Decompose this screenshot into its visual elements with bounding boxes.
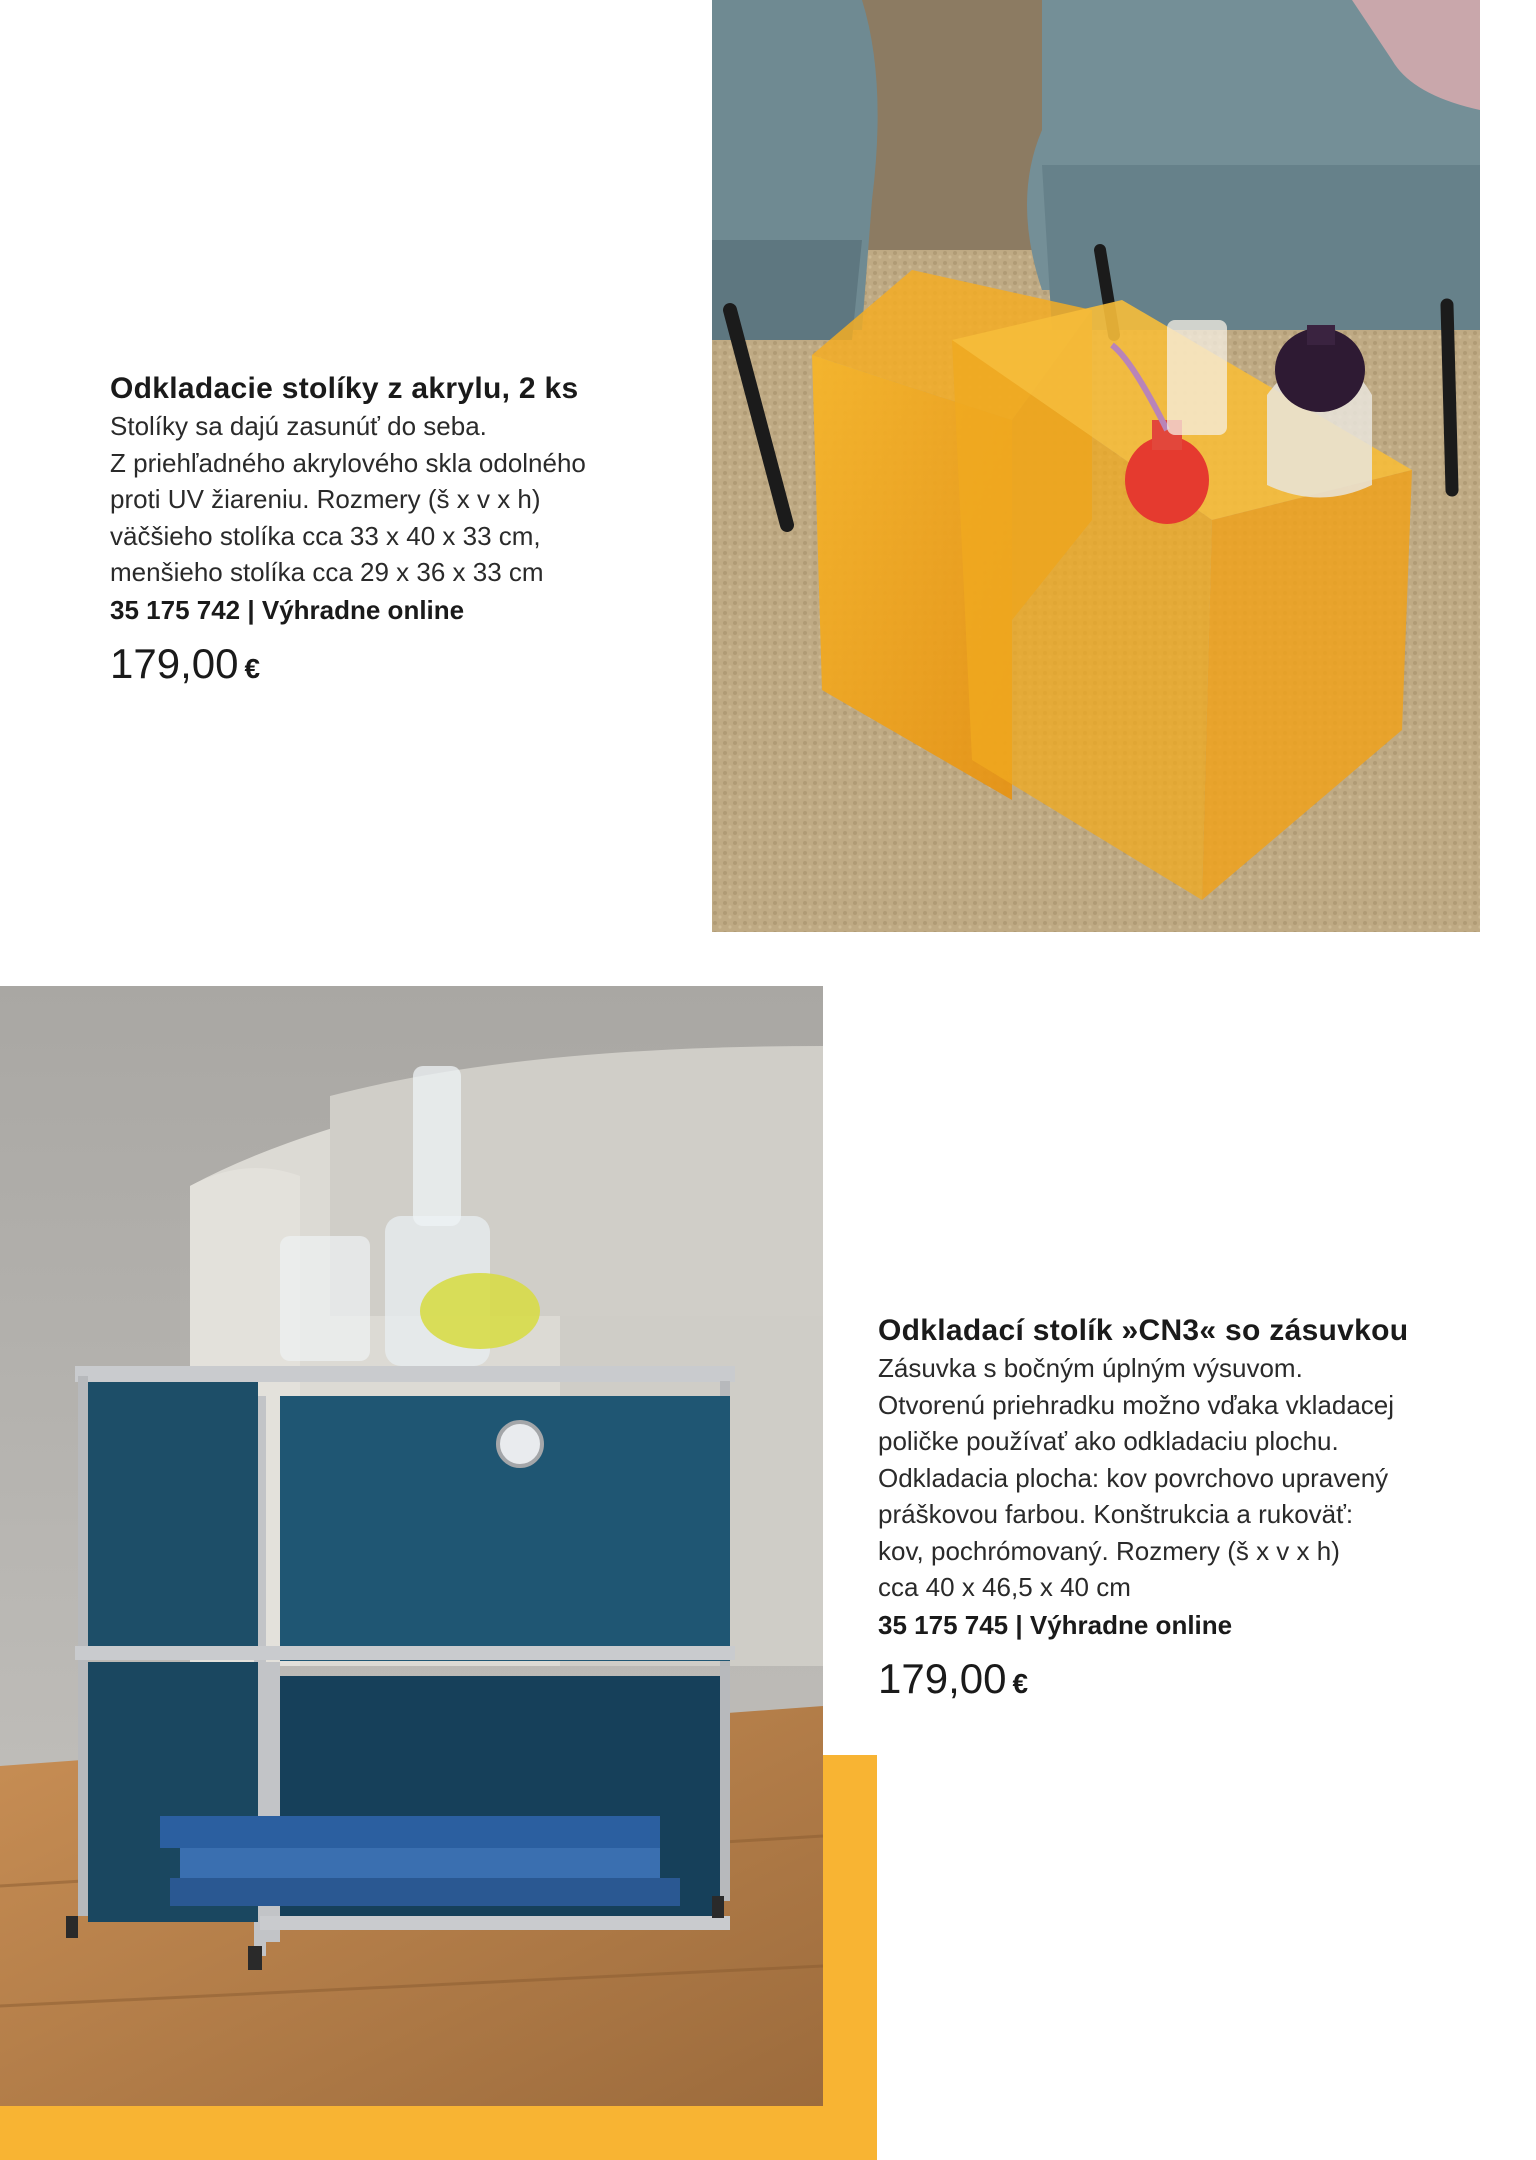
product-1-code: 35 175 742 | Výhradne online <box>110 594 465 625</box>
blue-metal-side-table-photo <box>0 986 823 2106</box>
currency-symbol: € <box>244 652 261 684</box>
product-1-line: väčšieho stolíka cca 33 x 40 x 33 cm, <box>110 520 541 551</box>
product-2-line: cca 40 x 46,5 x 40 cm <box>878 1572 1131 1602</box>
product-1-line: Stolíky sa dajú zasunúť do seba. <box>110 411 487 441</box>
product-1-price-value: 179,00 <box>110 639 239 687</box>
product-2-price-value: 179,00 <box>878 1654 1007 1702</box>
product-2-line: kov, pochrómovaný. Rozmery (š x v x h) <box>878 1535 1340 1566</box>
product-1-title: Odkladacie stolíky z akrylu, 2 ks <box>110 372 579 405</box>
product-1-price <box>110 639 670 694</box>
product-1-line: Z priehľadného akrylového skla odolného <box>110 447 586 478</box>
product-2-line: Zásuvka s bočným úplným výsuvom. <box>878 1353 1303 1383</box>
currency-symbol: € <box>1012 1667 1029 1699</box>
product-1-line: menšieho stolíka cca 29 x 36 x 33 cm <box>110 557 544 587</box>
product-1-description <box>110 370 670 694</box>
product-2-code: 35 175 745 | Výhradne online <box>878 1609 1233 1640</box>
product-2-line: Odkladacia plocha: kov povrchovo upravený <box>878 1462 1389 1493</box>
acrylic-nesting-tables-photo <box>712 0 1480 932</box>
product-2-line: práškovou farbou. Konštrukcia a rukoväť: <box>878 1499 1354 1529</box>
product-2-title: Odkladací stolík »CN3« so zásuvkou <box>878 1314 1409 1347</box>
product-2-line: Otvorenú priehradku možno vďaka vkladacej <box>878 1389 1395 1420</box>
product-1-line: proti UV žiareniu. Rozmery (š x v x h) <box>110 484 541 514</box>
product-2-description <box>878 1312 1478 1709</box>
product-2-price <box>878 1654 1478 1709</box>
product-2-line: poličke používať ako odkladaciu plochu. <box>878 1426 1339 1456</box>
